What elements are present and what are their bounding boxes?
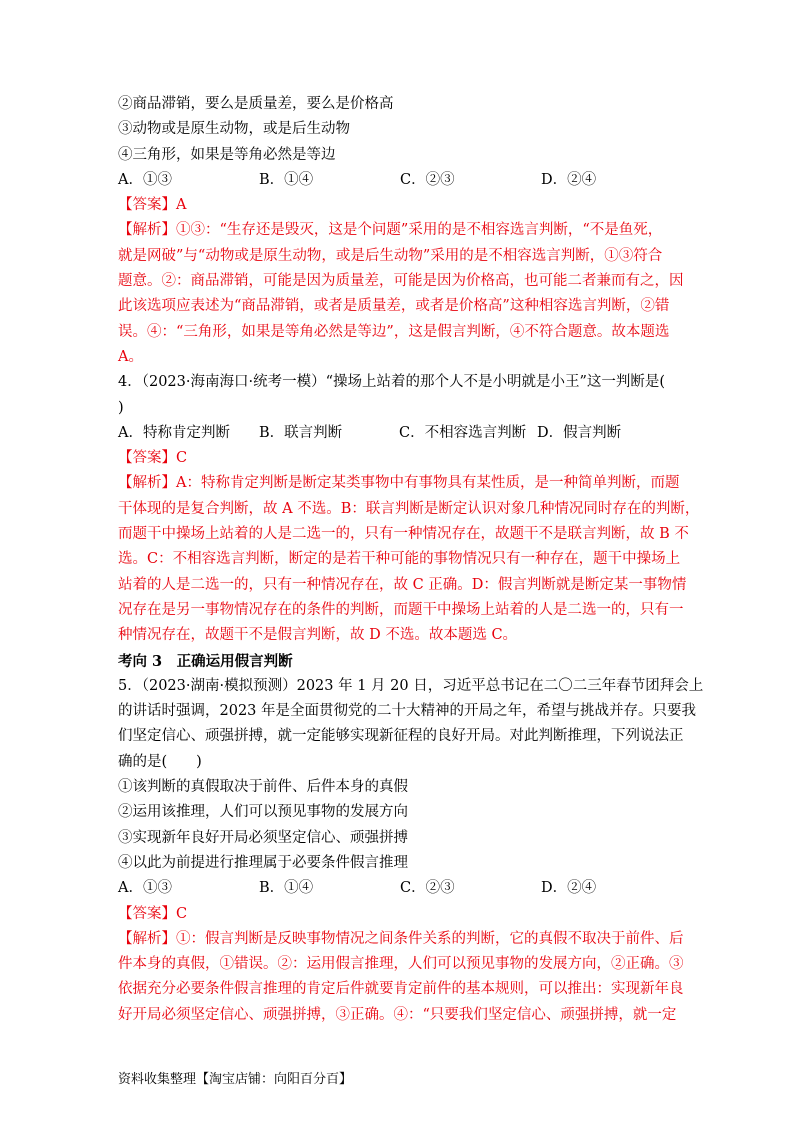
option-a: A．①③ [118, 880, 172, 897]
item-line: ③实现新年良好开局必须坚定信心、顽强拼搏 [118, 829, 408, 846]
option-a: A．①③ [118, 171, 172, 188]
analysis-line: 况存在是另一事物情况存在的条件的判断，而题干中操场上站着的人是二选一的，只有一 [118, 601, 684, 618]
q5-stem: 们坚定信心、顽强拼搏，就一定能够实现新征程的良好开局。对此判断推理，下列说法正 [118, 728, 684, 745]
analysis-line: 干体现的是复合判断，故 A 不选。B：联言判断是断定认识对象几种情况同时存在的判断， [118, 500, 700, 517]
q5-stem: 5．（2023·湖南·模拟预测）2023 年 1 月 20 日，习近平总书记在二〇二三年春节团拜会上 [118, 677, 704, 694]
item-line: ②运用该推理，人们可以预见事物的发展方向 [118, 804, 408, 821]
page-footer: 资料收集整理【淘宝店铺：向阳百分百】 [118, 1072, 353, 1087]
analysis-line: A。 [118, 348, 143, 365]
q5-analysis [118, 927, 690, 1028]
analysis-line: 件本身的真假，①错误。②：运用假言推理，人们可以预见事物的发展方向，②正确。③ [118, 956, 684, 973]
q5-stem: 确的是( ) [118, 753, 202, 770]
analysis-line: 【解析】A：特称肯定判断是断定某类事物中有事物具有某性质，是一种简单判断，而题 [118, 475, 680, 492]
option-b: B．联言判断 [259, 424, 343, 441]
option-c: C．②③ [400, 880, 455, 897]
analysis-line: 好开局必须坚定信心、顽强拼搏，③正确。④：“只要我们坚定信心、顽强拼搏，就一定 [118, 1006, 677, 1023]
q5-options [118, 876, 690, 901]
q5-stem: 的讲话时强调，2023 年是全面贯彻党的二十大精神的开局之年，希望与挑战并存。只要我 [118, 703, 697, 720]
analysis-line: 题意。②：商品滞销，可能是因为质量差，可能是因为价格高，也可能二者兼而有之，因 [118, 273, 684, 290]
analysis-line: 依据充分必要条件假言推理的肯定后件就要肯定前件的基本规则，可以推出：实现新年良 [118, 981, 684, 998]
q4-stem: 4．（2023·海南海口·统考一模）“操场上站着的那个人不是小明就是小王”这一判断是( [118, 374, 666, 391]
item-line: ④以此为前提进行推理属于必要条件假言推理 [118, 854, 408, 871]
q3-options [118, 168, 690, 193]
analysis-line: 选。C：不相容选言判断，断定的是若干种可能的事物情况只有一种存在，题干中操场上 [118, 551, 681, 568]
document-page [118, 92, 704, 1028]
q5-answer: 【答案】C [118, 905, 188, 922]
analysis-line: 而题干中操场上站着的人是二选一的，只有一种情况存在，故题干不是联言判断，故 B 不 [118, 526, 689, 543]
analysis-line: 此该选项应表述为“商品滞销，或者是质量差，或者是价格高”这种相容选言判断，②错 [118, 298, 670, 315]
item-line: ①该判断的真假取决于前件、后件本身的真假 [118, 779, 408, 796]
analysis-line: 【解析】①：假言判断是反映事物情况之间条件关系的判断，它的真假不取决于前件、后 [118, 930, 684, 947]
q4-options [118, 421, 690, 446]
option-a: A．特称肯定判断 [118, 424, 230, 441]
item-line: ②商品滞销，要么是质量差，要么是价格高 [118, 96, 394, 112]
section-heading: 考向 3 正确运用假言判断 [118, 652, 293, 670]
analysis-line: 误。④：“三角形，如果是等角必然是等边”，这是假言判断，④不符合题意。故本题选 [118, 323, 670, 340]
q4-answer: 【答案】C [118, 450, 188, 467]
q4-stem: ) [118, 399, 124, 416]
option-c: C．②③ [400, 171, 455, 188]
option-b: B．①④ [259, 880, 314, 897]
item-line: ④三角形，如果是等角必然是等边 [118, 146, 336, 163]
item-line: ③动物或是原生动物，或是后生动物 [118, 121, 350, 138]
option-d: D．②④ [541, 880, 597, 897]
q3-answer: 【答案】A [118, 197, 187, 214]
analysis-line: 就是网破”与“动物或是原生动物，或是后生动物”采用的是不相容选言判断，①③符合 [118, 247, 663, 264]
analysis-line: 种情况存在，故题干不是假言判断，故 D 不选。故本题选 C。 [118, 627, 518, 644]
q3-analysis [118, 218, 690, 370]
analysis-line: 【解析】①③：“生存还是毁灭，这是个问题”采用的是不相容选言判断，“不是鱼死， [118, 222, 663, 239]
option-d: D．②④ [541, 171, 597, 188]
option-c: C．不相容选言判断 [399, 424, 527, 441]
q4-analysis [118, 471, 700, 648]
analysis-line: 站着的人是二选一的，只有一种情况存在，故 C 正确。D：假言判断就是断定某一事物情 [118, 576, 687, 593]
option-b: B．①④ [259, 171, 314, 188]
option-d: D．假言判断 [537, 424, 622, 441]
